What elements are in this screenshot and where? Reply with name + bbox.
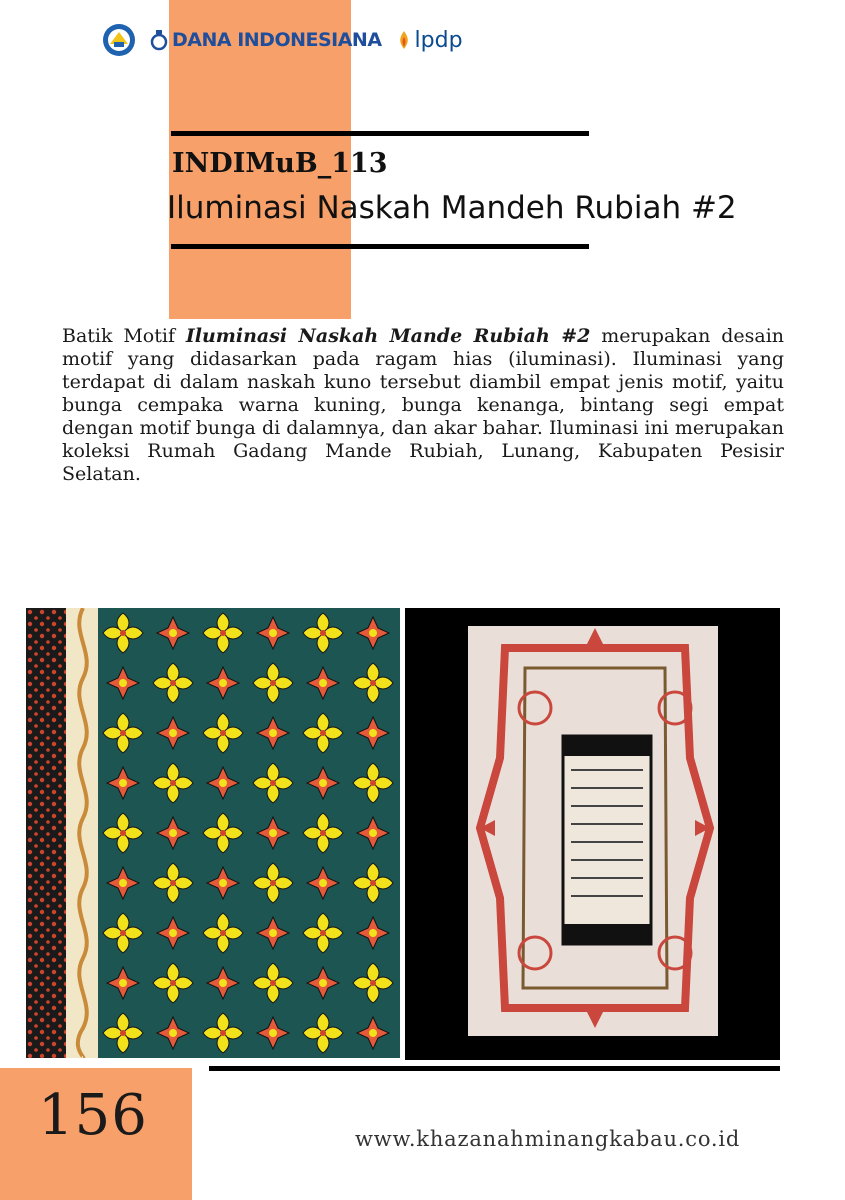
motif-name: Iluminasi Naskah Mande Rubiah #2 [185, 325, 591, 347]
batik-motif-image [26, 608, 400, 1058]
bottom-rule [209, 1066, 780, 1071]
motif-code: INDIMuB_113 [172, 148, 388, 179]
manuscript-illumination-photo [405, 608, 780, 1060]
dana-indonesiana-wordmark: DANA INDONESIANA [172, 29, 382, 51]
kemendikbud-emblem-icon [102, 23, 136, 57]
lpdp-wordmark: lpdp [414, 27, 463, 53]
description-text: merupakan desain motif yang didasarkan pada ragam hias (iluminasi). Iluminasi yang terdapat di dalam naskah kuno tersebut diambil empat jenis motif, yaitu bunga cempaka warna kuning, bunga kenanga, bintang segi empat dengan motif bunga di dalamnya, dan akar bahar. Iluminasi ini merupakan koleksi Rumah Gadang Mande Rubiah, Lunang, Kabupaten Pesisir Selatan. [62, 325, 785, 485]
description-intro: Batik Motif [62, 325, 186, 347]
title-underline [171, 244, 589, 249]
top-rule [171, 131, 589, 136]
description-paragraph [62, 325, 784, 486]
lpdp-logo [396, 28, 463, 53]
lpdp-flame-icon [396, 29, 412, 51]
dana-indonesiana-icon [150, 29, 168, 51]
dana-indonesiana-logo [150, 29, 382, 51]
website-link[interactable]: www.khazanahminangkabau.co.id [355, 1127, 741, 1151]
page-number: 156 [38, 1083, 148, 1148]
page-title: Iluminasi Naskah Mandeh Rubiah #2 [167, 190, 737, 226]
sponsor-logos [102, 22, 463, 58]
